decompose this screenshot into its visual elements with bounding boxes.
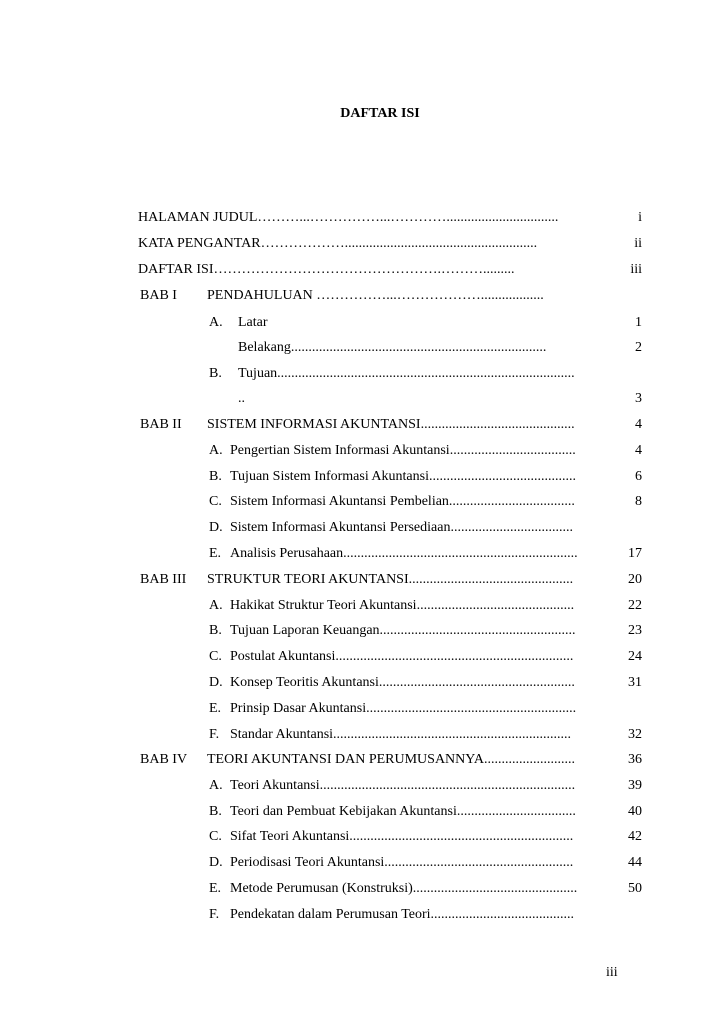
section-row [0, 596, 728, 616]
chapter-row [0, 570, 728, 590]
page-number: 2 [635, 340, 642, 355]
chapter-label: BAB I [140, 288, 177, 303]
section-letter: C. [209, 494, 222, 509]
section-letter: B. [209, 804, 222, 819]
entry-text: DAFTAR ISI………………………………………….………......... [138, 262, 515, 277]
section-letter: F. [209, 727, 220, 742]
section-letter: A. [209, 598, 223, 613]
page-number: 32 [628, 727, 642, 742]
chapter-row [0, 286, 728, 306]
section-row [0, 647, 728, 667]
section-row [0, 441, 728, 461]
section-letter: A. [209, 443, 223, 458]
section-letter: D. [209, 520, 223, 535]
page-number: i [638, 210, 642, 225]
section-letter: C. [209, 829, 222, 844]
page-number: 23 [628, 623, 642, 638]
section-text: Sistem Informasi Akuntansi Persediaan................................... [230, 520, 573, 535]
section-text: Tujuan Laporan Keuangan........................................................ [230, 623, 576, 638]
section-text: Hakikat Struktur Teori Akuntansi............................................. [230, 598, 575, 613]
section-letter: B. [209, 623, 222, 638]
section-letter: D. [209, 855, 223, 870]
chapter-title: TEORI AKUNTANSI DAN PERUMUSANNYA.......................... [207, 752, 575, 767]
chapter-title: SISTEM INFORMASI AKUNTANSI............................................ [207, 417, 575, 432]
page-number: 42 [628, 829, 642, 844]
page-number: 50 [628, 881, 642, 896]
page-number: 6 [635, 469, 642, 484]
chapter-label: BAB III [140, 572, 187, 587]
section-row [0, 853, 728, 873]
section-letter: A. [209, 315, 223, 330]
section-letter: D. [209, 675, 223, 690]
page-number: 39 [628, 778, 642, 793]
page-number: 36 [628, 752, 642, 767]
page-number: 4 [635, 443, 642, 458]
page-number: iii [630, 262, 642, 277]
section-letter: E. [209, 881, 222, 896]
page-number: 24 [628, 649, 642, 664]
toc-entry [0, 208, 728, 228]
toc-entry [0, 260, 728, 280]
section-text: Teori dan Pembuat Kebijakan Akuntansi.................................. [230, 804, 576, 819]
section-letter: A. [209, 778, 223, 793]
section-letter: F. [209, 907, 220, 922]
toc-entry [0, 234, 728, 254]
chapter-title: STRUKTUR TEORI AKUNTANSI............................................... [207, 572, 574, 587]
section-row [0, 518, 728, 538]
page-number: 31 [628, 675, 642, 690]
section-row [0, 313, 728, 333]
chapter-title: PENDAHULUAN ……………...……………….................. [207, 288, 544, 303]
page-number: 3 [635, 391, 642, 406]
footer-page-number: iii [606, 965, 618, 980]
section-text: Tujuan..................................................................................... [238, 366, 575, 381]
section-row [0, 699, 728, 719]
section-row [0, 827, 728, 847]
chapter-label: BAB II [140, 417, 182, 432]
section-text: Postulat Akuntansi.................................................................... [230, 649, 574, 664]
section-row [0, 621, 728, 641]
section-row [0, 673, 728, 693]
page-number: 17 [628, 546, 642, 561]
section-letter: B. [209, 366, 222, 381]
section-text: Standar Akuntansi.................................................................... [230, 727, 572, 742]
section-row [0, 544, 728, 564]
section-row [0, 389, 728, 409]
section-text: Analisis Perusahaan................................................................... [230, 546, 578, 561]
section-letter: C. [209, 649, 222, 664]
chapter-label: BAB IV [140, 752, 188, 767]
section-row [0, 725, 728, 745]
page-title: DAFTAR ISI [340, 106, 420, 121]
entry-text: HALAMAN JUDUL………...……………...…………................................ [138, 210, 559, 225]
section-row [0, 776, 728, 796]
section-text: Prinsip Dasar Akuntansi............................................................ [230, 701, 577, 716]
section-text: Sistem Informasi Akuntansi Pembelian.................................... [230, 494, 575, 509]
page-number: ii [634, 236, 642, 251]
section-letter: B. [209, 469, 222, 484]
section-row [0, 492, 728, 512]
page-number: 8 [635, 494, 642, 509]
page-number: 40 [628, 804, 642, 819]
section-text: Pendekatan dalam Perumusan Teori......................................... [230, 907, 575, 922]
section-text: Metode Perumusan (Konstruksi)............................................... [230, 881, 578, 896]
section-letter: E. [209, 546, 222, 561]
section-row [0, 905, 728, 925]
section-text: Belakang......................................................................... [238, 340, 547, 355]
chapter-row [0, 750, 728, 770]
page-number: 44 [628, 855, 642, 870]
section-row [0, 364, 728, 384]
section-text: Latar [238, 315, 268, 330]
page-number: 20 [628, 572, 642, 587]
section-text: Sifat Teori Akuntansi................................................................ [230, 829, 574, 844]
page-number: 4 [635, 417, 642, 432]
section-row [0, 467, 728, 487]
section-text: Pengertian Sistem Informasi Akuntansi.................................... [230, 443, 576, 458]
section-text: Periodisasi Teori Akuntansi...................................................... [230, 855, 574, 870]
section-text: Teori Akuntansi......................................................................... [230, 778, 576, 793]
entry-text: KATA PENGANTAR………………....................................................... [138, 236, 538, 251]
chapter-row [0, 415, 728, 435]
section-text: Tujuan Sistem Informasi Akuntansi.......................................... [230, 469, 576, 484]
page-number: 22 [628, 598, 642, 613]
section-row [0, 802, 728, 822]
section-text: .. [238, 391, 245, 406]
section-letter: E. [209, 701, 222, 716]
page-number: 1 [635, 315, 642, 330]
section-text: Konsep Teoritis Akuntansi........................................................ [230, 675, 575, 690]
section-row [0, 879, 728, 899]
section-row [0, 338, 728, 358]
